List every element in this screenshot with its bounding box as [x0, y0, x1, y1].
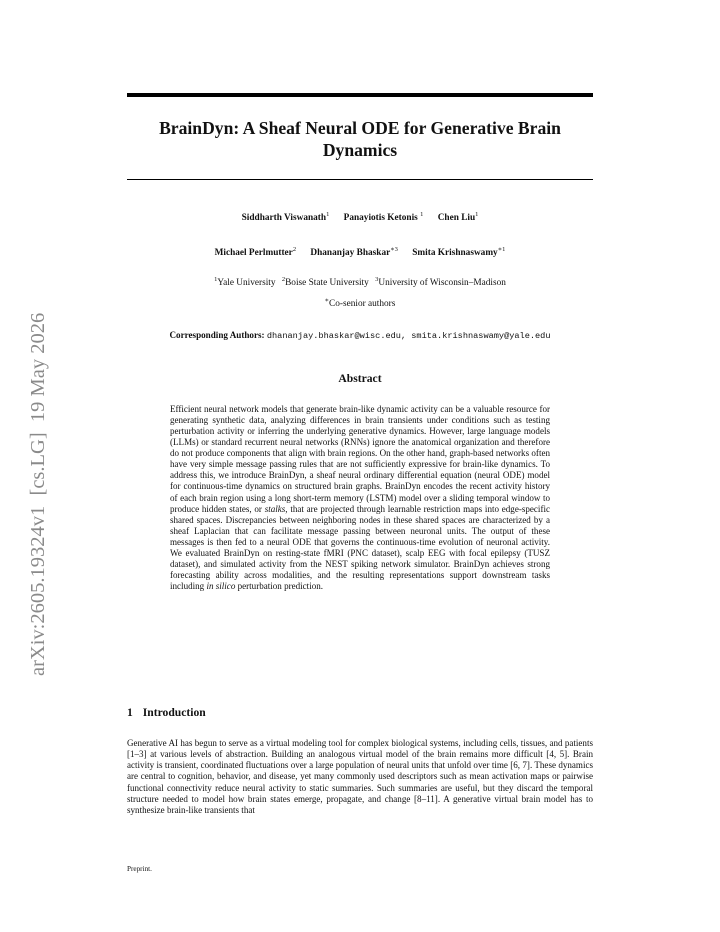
corresponding-authors	[127, 330, 593, 341]
arxiv-identifier-stamp	[14, 248, 54, 680]
corresponding-label: Corresponding Authors:	[169, 330, 265, 340]
section-title: Introduction	[142, 706, 206, 719]
author-list-row-2	[127, 245, 593, 258]
arxiv-stamp-text: arXiv:2605.19324v1 [cs.LG] 19 May 2026	[27, 312, 49, 676]
author-list-row-1	[127, 211, 593, 223]
affiliation: $^3$University of Wisconsin–Madison	[375, 276, 506, 289]
footer-preprint: Preprint.	[127, 865, 152, 873]
affiliation: $^1$Yale University	[214, 276, 276, 289]
author-name: Dhananjay Bhaskar$^{∗3}$	[310, 246, 398, 259]
co-senior-note: ∗Co-senior authors	[324, 297, 396, 310]
affiliations	[127, 276, 593, 288]
corresponding-emails[interactable]: dhananjay.bhaskar@wisc.edu, smita.krishnaswamy@yale.edu	[266, 331, 551, 341]
affiliation: $^2$Boise State University	[281, 276, 369, 289]
abstract-body: Efficient neural network models that generate brain-like dynamic activity can be a valuable resource for generating synthetic data, analyzing differences in brain transients under conditions such as testing perturbation activity or inferring the underlying generative dynamics. However, large language models (LLMs) or standard recurrent neural networks (RNNs) ignore the anatomical organization and therefore do not produce components that align with brain regions. On the other hand, graph-based networks often have very simple message passing rules that are not sufficiently expressive for brain-like dynamics. To address this, we introduce BrainDyn, a sheaf neural ordinary differential equation (neural ODE) model for continuous-time dynamics on structured brain graphs. BrainDyn encodes the recent activity history of each brain region using a long short-term memory (LSTM) model over a sliding temporal window to produce hidden states, or stalks, that are projected through learnable restriction maps into edge-specific shared spaces. Discrepancies between neighboring nodes in these shared spaces are characterized by a sheaf Laplacian that can facilitate message passing between neuronal units. The output of these messages is then fed to a neural ODE that governs the continuous-time evolution of neuronal activity. We evaluated BrainDyn on resting-state fMRI (PNC dataset), scalp EEG with focal epilepsy (TUSZ dataset), and simulated activity from the NEST spiking network simulator. BrainDyn achieves strong forecasting ability across modalities, and the resulting representations support downstream tasks including in silico perturbation prediction.	[170, 404, 550, 591]
paper-title: BrainDyn: A Sheaf Neural ODE for Generative Brain Dynamics	[159, 118, 561, 160]
abstract-heading: Abstract	[338, 372, 382, 385]
title-bottom-rule	[127, 179, 593, 180]
author-name: Chen Liu$^1$	[437, 211, 479, 224]
author-name: Smita Krishnaswamy$^{∗1}$	[412, 246, 506, 259]
author-name: Michael Perlmutter$^2$	[214, 246, 297, 259]
introduction-paragraph: Generative AI has begun to serve as a virtual modeling tool for complex biological systems, including cells, tissues, and patients [1–3] at various levels of abstraction. Building an analogous virtual model of the brain remains more difficult [4, 5]. Brain activity is transient, coordinated fluctuations over a large population of neural units that unfold over time [6, 7]. These dynamics are central to cognition, behavior, and disease, yet many commonly used descriptors such as mean activation maps or pairwise functional connectivity reduce neural activity to static summaries. Such summaries are useful, but they discard the temporal structure needed to model how brain states emerge, propagate, and change [8–11]. A generative virtual brain model has to synthesize brain-like transients that	[127, 738, 593, 815]
title-top-rule	[127, 93, 593, 97]
author-name: Panayiotis Ketonis $^1$	[343, 211, 424, 224]
section-heading-introduction	[127, 706, 206, 719]
author-name: Siddharth Viswanath$^1$	[241, 211, 330, 224]
section-number: 1	[127, 706, 133, 719]
